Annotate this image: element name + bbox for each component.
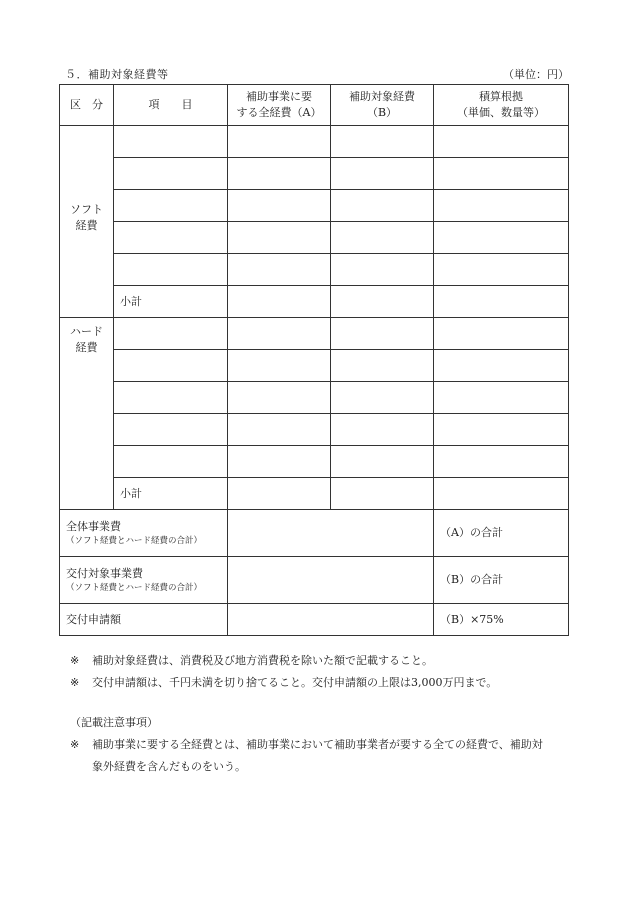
total-cost-cell[interactable] xyxy=(228,286,331,318)
soft-subtotal-row xyxy=(60,286,569,318)
basis-cell[interactable] xyxy=(434,158,569,190)
section-title: ５．補助対象経費等 xyxy=(65,68,169,81)
basis-cell[interactable] xyxy=(434,382,569,414)
note-item: ※ 補助対象経費は、消費税及び地方消費税を除いた額で記載すること。 xyxy=(70,654,433,667)
item-cell[interactable] xyxy=(114,414,228,446)
total-cost-cell[interactable] xyxy=(228,446,331,478)
eligible-project-cost-label: 交付対象事業費 （ソフト経費とハード経費の合計） xyxy=(60,557,228,604)
eligible-cost-cell[interactable] xyxy=(331,318,434,350)
eligible-cost-cell[interactable] xyxy=(331,478,434,510)
total-project-cost-label: 全体事業費 （ソフト経費とハード経費の合計） xyxy=(60,510,228,557)
hard-subtotal-label: 小計 xyxy=(114,478,228,510)
header-eligible-cost: 補助対象経費 （B） xyxy=(331,85,434,126)
eligible-cost-cell[interactable] xyxy=(331,446,434,478)
header-category: 区 分 xyxy=(60,85,114,126)
header-total-cost: 補助事業に要 する全経費（A） xyxy=(228,85,331,126)
total-cost-cell[interactable] xyxy=(228,190,331,222)
basis-cell[interactable] xyxy=(434,446,569,478)
item-cell[interactable] xyxy=(114,190,228,222)
instructions xyxy=(70,712,580,778)
total-cost-cell[interactable] xyxy=(228,350,331,382)
eligible-project-cost-row xyxy=(60,557,569,604)
eligible-cost-cell[interactable] xyxy=(331,190,434,222)
eligible-cost-cell[interactable] xyxy=(331,222,434,254)
grant-request-basis: （B）×75% xyxy=(434,604,569,636)
basis-cell[interactable] xyxy=(434,190,569,222)
eligible-cost-cell[interactable] xyxy=(331,126,434,158)
soft-subtotal-label: 小計 xyxy=(114,286,228,318)
table-row xyxy=(60,254,569,286)
instructions-line: 象外経費を含んだものをいう。 xyxy=(92,760,246,773)
total-cost-cell[interactable] xyxy=(228,414,331,446)
notes xyxy=(70,650,497,694)
total-cost-cell[interactable] xyxy=(228,158,331,190)
total-cost-cell[interactable] xyxy=(228,222,331,254)
hard-subtotal-row xyxy=(60,478,569,510)
instructions-line: ※ 補助事業に要する全経費とは、補助事業において補助事業者が要する全ての経費で、補助対 xyxy=(70,738,543,751)
eligible-project-cost-value[interactable] xyxy=(228,557,434,604)
table-row xyxy=(60,414,569,446)
table-header xyxy=(60,85,569,126)
basis-cell[interactable] xyxy=(434,350,569,382)
table-row xyxy=(60,318,569,350)
grant-request-value[interactable] xyxy=(228,604,434,636)
eligible-cost-cell[interactable] xyxy=(331,286,434,318)
note-item: ※ 交付申請額は、千円未満を切り捨てること。交付申請額の上限は3,000万円まで。 xyxy=(70,676,498,689)
eligible-cost-cell[interactable] xyxy=(331,414,434,446)
item-cell[interactable] xyxy=(114,126,228,158)
table-row xyxy=(60,382,569,414)
basis-cell[interactable] xyxy=(434,318,569,350)
eligible-cost-cell[interactable] xyxy=(331,158,434,190)
grant-request-row xyxy=(60,604,569,636)
basis-cell[interactable] xyxy=(434,222,569,254)
header-item: 項 目 xyxy=(114,85,228,126)
total-project-cost-value[interactable] xyxy=(228,510,434,557)
item-cell[interactable] xyxy=(114,318,228,350)
expense-table xyxy=(59,84,569,636)
grant-request-label: 交付申請額 xyxy=(60,604,228,636)
basis-cell[interactable] xyxy=(434,286,569,318)
item-cell[interactable] xyxy=(114,350,228,382)
item-cell[interactable] xyxy=(114,254,228,286)
soft-expense-category: ソフト 経費 xyxy=(60,126,114,318)
table-row xyxy=(60,350,569,382)
item-cell[interactable] xyxy=(114,382,228,414)
table-row xyxy=(60,446,569,478)
item-cell[interactable] xyxy=(114,446,228,478)
basis-cell[interactable] xyxy=(434,478,569,510)
total-cost-cell[interactable] xyxy=(228,382,331,414)
unit-label: （単位：円） xyxy=(503,68,569,81)
total-project-cost-row xyxy=(60,510,569,557)
item-cell[interactable] xyxy=(114,222,228,254)
total-cost-cell[interactable] xyxy=(228,254,331,286)
basis-cell[interactable] xyxy=(434,126,569,158)
eligible-cost-cell[interactable] xyxy=(331,382,434,414)
total-cost-cell[interactable] xyxy=(228,126,331,158)
total-project-cost-basis: （A）の合計 xyxy=(434,510,569,557)
table-row xyxy=(60,222,569,254)
hard-expense-category: ハード 経費 xyxy=(60,318,114,510)
total-cost-cell[interactable] xyxy=(228,318,331,350)
instructions-heading: （記載注意事項） xyxy=(70,716,158,729)
item-cell[interactable] xyxy=(114,158,228,190)
eligible-project-cost-basis: （B）の合計 xyxy=(434,557,569,604)
table-row xyxy=(60,190,569,222)
basis-cell[interactable] xyxy=(434,414,569,446)
total-cost-cell[interactable] xyxy=(228,478,331,510)
header-basis: 積算根拠 （単価、数量等） xyxy=(434,85,569,126)
basis-cell[interactable] xyxy=(434,254,569,286)
table-row xyxy=(60,126,569,158)
eligible-cost-cell[interactable] xyxy=(331,350,434,382)
table-row xyxy=(60,158,569,190)
eligible-cost-cell[interactable] xyxy=(331,254,434,286)
